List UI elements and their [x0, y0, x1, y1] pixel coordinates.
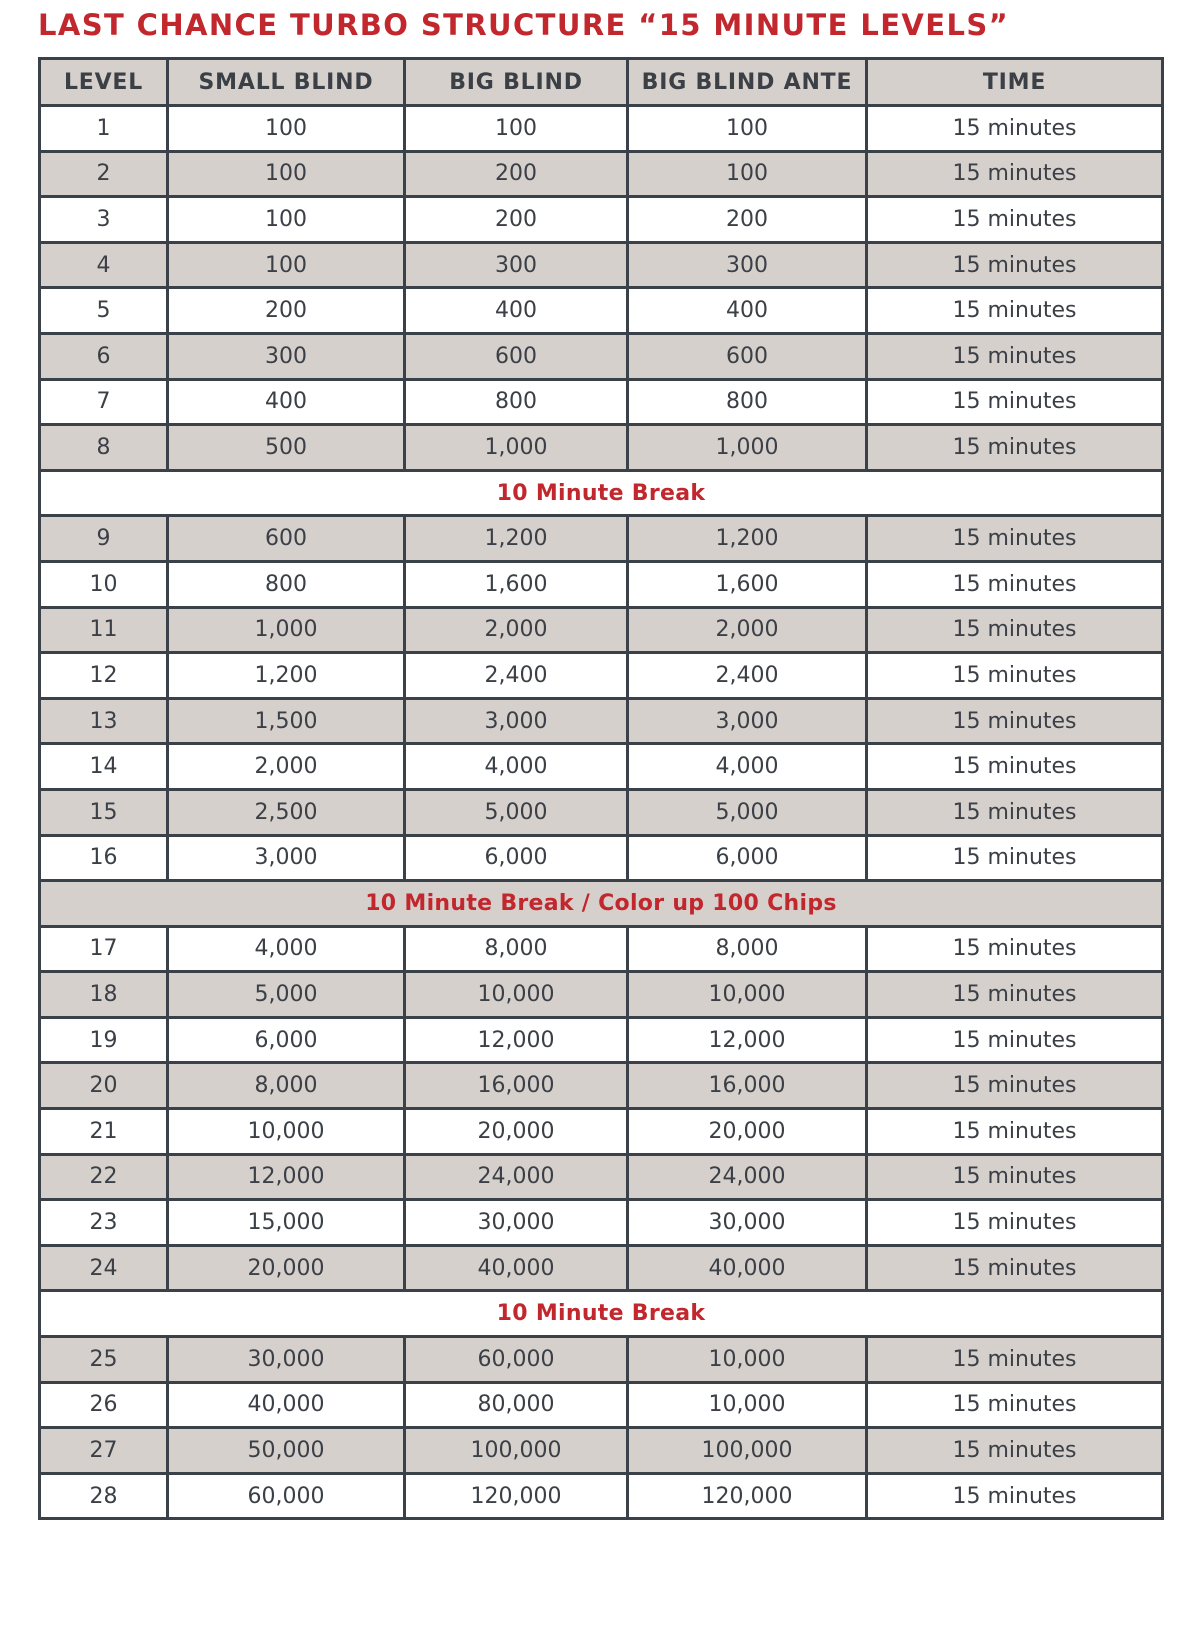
big-blind-cell: 1,000: [405, 425, 628, 471]
level-cell: 22: [40, 1154, 168, 1200]
big-blind-cell: 8,000: [405, 926, 628, 972]
time-cell: 15 minutes: [867, 516, 1163, 562]
level-cell: 5: [40, 288, 168, 334]
small-blind-cell: 4,000: [168, 926, 405, 972]
time-cell: 15 minutes: [867, 972, 1163, 1018]
big-blind-cell: 16,000: [405, 1063, 628, 1109]
ante-cell: 1,000: [628, 425, 867, 471]
small-blind-cell: 100: [168, 151, 405, 197]
table-row: [40, 1109, 1163, 1155]
ante-cell: 600: [628, 333, 867, 379]
header-row: [40, 59, 1163, 106]
header-big-blind: BIG BLIND: [405, 59, 628, 106]
level-cell: 1: [40, 106, 168, 152]
level-cell: 27: [40, 1428, 168, 1474]
ante-cell: 16,000: [628, 1063, 867, 1109]
small-blind-cell: 100: [168, 197, 405, 243]
big-blind-cell: 6,000: [405, 835, 628, 881]
big-blind-cell: 40,000: [405, 1245, 628, 1291]
table-row: [40, 835, 1163, 881]
ante-cell: 2,400: [628, 653, 867, 699]
small-blind-cell: 8,000: [168, 1063, 405, 1109]
ante-cell: 1,600: [628, 561, 867, 607]
break-row: [40, 881, 1163, 927]
ante-cell: 1,200: [628, 516, 867, 562]
big-blind-cell: 5,000: [405, 789, 628, 835]
small-blind-cell: 1,000: [168, 607, 405, 653]
table-row: [40, 926, 1163, 972]
small-blind-cell: 10,000: [168, 1109, 405, 1155]
big-blind-cell: 24,000: [405, 1154, 628, 1200]
table-row: [40, 106, 1163, 152]
big-blind-cell: 80,000: [405, 1382, 628, 1428]
ante-cell: 100: [628, 106, 867, 152]
table-body: [40, 106, 1163, 1519]
level-cell: 4: [40, 242, 168, 288]
time-cell: 15 minutes: [867, 242, 1163, 288]
big-blind-cell: 200: [405, 197, 628, 243]
table-row: [40, 1154, 1163, 1200]
level-cell: 14: [40, 744, 168, 790]
small-blind-cell: 3,000: [168, 835, 405, 881]
small-blind-cell: 1,500: [168, 698, 405, 744]
table-row: [40, 698, 1163, 744]
level-cell: 13: [40, 698, 168, 744]
big-blind-cell: 4,000: [405, 744, 628, 790]
level-cell: 19: [40, 1017, 168, 1063]
level-cell: 6: [40, 333, 168, 379]
small-blind-cell: 50,000: [168, 1428, 405, 1474]
blind-structure-table: [38, 57, 1164, 1520]
ante-cell: 300: [628, 242, 867, 288]
header-time: TIME: [867, 59, 1163, 106]
small-blind-cell: 800: [168, 561, 405, 607]
level-cell: 15: [40, 789, 168, 835]
time-cell: 15 minutes: [867, 333, 1163, 379]
break-label: 10 Minute Break / Color up 100 Chips: [40, 881, 1163, 927]
time-cell: 15 minutes: [867, 197, 1163, 243]
break-row: [40, 1291, 1163, 1337]
table-row: [40, 1337, 1163, 1383]
time-cell: 15 minutes: [867, 1245, 1163, 1291]
table-row: [40, 1017, 1163, 1063]
time-cell: 15 minutes: [867, 835, 1163, 881]
table-row: [40, 607, 1163, 653]
small-blind-cell: 300: [168, 333, 405, 379]
level-cell: 7: [40, 379, 168, 425]
table-row: [40, 1063, 1163, 1109]
ante-cell: 20,000: [628, 1109, 867, 1155]
small-blind-cell: 20,000: [168, 1245, 405, 1291]
ante-cell: 120,000: [628, 1473, 867, 1519]
ante-cell: 100: [628, 151, 867, 197]
big-blind-cell: 12,000: [405, 1017, 628, 1063]
big-blind-cell: 300: [405, 242, 628, 288]
ante-cell: 4,000: [628, 744, 867, 790]
time-cell: 15 minutes: [867, 1337, 1163, 1383]
time-cell: 15 minutes: [867, 1154, 1163, 1200]
time-cell: 15 minutes: [867, 1063, 1163, 1109]
time-cell: 15 minutes: [867, 106, 1163, 152]
level-cell: 8: [40, 425, 168, 471]
big-blind-cell: 2,400: [405, 653, 628, 699]
time-cell: 15 minutes: [867, 789, 1163, 835]
small-blind-cell: 12,000: [168, 1154, 405, 1200]
big-blind-cell: 30,000: [405, 1200, 628, 1246]
ante-cell: 10,000: [628, 1337, 867, 1383]
table-row: [40, 1428, 1163, 1474]
time-cell: 15 minutes: [867, 1428, 1163, 1474]
time-cell: 15 minutes: [867, 607, 1163, 653]
big-blind-cell: 1,200: [405, 516, 628, 562]
level-cell: 11: [40, 607, 168, 653]
ante-cell: 6,000: [628, 835, 867, 881]
table-row: [40, 1245, 1163, 1291]
level-cell: 17: [40, 926, 168, 972]
big-blind-cell: 20,000: [405, 1109, 628, 1155]
time-cell: 15 minutes: [867, 1382, 1163, 1428]
small-blind-cell: 100: [168, 106, 405, 152]
table-row: [40, 1200, 1163, 1246]
table-row: [40, 333, 1163, 379]
time-cell: 15 minutes: [867, 926, 1163, 972]
small-blind-cell: 600: [168, 516, 405, 562]
small-blind-cell: 15,000: [168, 1200, 405, 1246]
break-label: 10 Minute Break: [40, 1291, 1163, 1337]
level-cell: 23: [40, 1200, 168, 1246]
small-blind-cell: 200: [168, 288, 405, 334]
big-blind-cell: 60,000: [405, 1337, 628, 1383]
table-row: [40, 789, 1163, 835]
time-cell: 15 minutes: [867, 151, 1163, 197]
time-cell: 15 minutes: [867, 379, 1163, 425]
table-row: [40, 972, 1163, 1018]
ante-cell: 5,000: [628, 789, 867, 835]
time-cell: 15 minutes: [867, 425, 1163, 471]
ante-cell: 100,000: [628, 1428, 867, 1474]
table-row: [40, 425, 1163, 471]
table-row: [40, 1382, 1163, 1428]
small-blind-cell: 500: [168, 425, 405, 471]
level-cell: 10: [40, 561, 168, 607]
table-row: [40, 516, 1163, 562]
big-blind-cell: 10,000: [405, 972, 628, 1018]
level-cell: 2: [40, 151, 168, 197]
level-cell: 18: [40, 972, 168, 1018]
ante-cell: 24,000: [628, 1154, 867, 1200]
level-cell: 16: [40, 835, 168, 881]
big-blind-cell: 400: [405, 288, 628, 334]
level-cell: 9: [40, 516, 168, 562]
break-row: [40, 470, 1163, 516]
big-blind-cell: 3,000: [405, 698, 628, 744]
header-small-blind: SMALL BLIND: [168, 59, 405, 106]
small-blind-cell: 400: [168, 379, 405, 425]
big-blind-cell: 800: [405, 379, 628, 425]
table-row: [40, 744, 1163, 790]
header-big-blind-ante: BIG BLIND ANTE: [628, 59, 867, 106]
table-row: [40, 197, 1163, 243]
small-blind-cell: 2,000: [168, 744, 405, 790]
time-cell: 15 minutes: [867, 653, 1163, 699]
ante-cell: 40,000: [628, 1245, 867, 1291]
ante-cell: 2,000: [628, 607, 867, 653]
big-blind-cell: 200: [405, 151, 628, 197]
small-blind-cell: 6,000: [168, 1017, 405, 1063]
big-blind-cell: 100,000: [405, 1428, 628, 1474]
ante-cell: 12,000: [628, 1017, 867, 1063]
table-row: [40, 242, 1163, 288]
ante-cell: 8,000: [628, 926, 867, 972]
level-cell: 12: [40, 653, 168, 699]
ante-cell: 3,000: [628, 698, 867, 744]
ante-cell: 30,000: [628, 1200, 867, 1246]
table-row: [40, 1473, 1163, 1519]
small-blind-cell: 100: [168, 242, 405, 288]
time-cell: 15 minutes: [867, 288, 1163, 334]
ante-cell: 10,000: [628, 972, 867, 1018]
ante-cell: 400: [628, 288, 867, 334]
level-cell: 24: [40, 1245, 168, 1291]
level-cell: 26: [40, 1382, 168, 1428]
level-cell: 20: [40, 1063, 168, 1109]
page-title: LAST CHANCE TURBO STRUCTURE “15 MINUTE LEVELS”: [38, 8, 1010, 42]
level-cell: 3: [40, 197, 168, 243]
ante-cell: 10,000: [628, 1382, 867, 1428]
time-cell: 15 minutes: [867, 561, 1163, 607]
small-blind-cell: 60,000: [168, 1473, 405, 1519]
big-blind-cell: 2,000: [405, 607, 628, 653]
small-blind-cell: 2,500: [168, 789, 405, 835]
big-blind-cell: 1,600: [405, 561, 628, 607]
table-row: [40, 151, 1163, 197]
table-row: [40, 288, 1163, 334]
time-cell: 15 minutes: [867, 698, 1163, 744]
time-cell: 15 minutes: [867, 1473, 1163, 1519]
level-cell: 25: [40, 1337, 168, 1383]
break-label: 10 Minute Break: [40, 470, 1163, 516]
big-blind-cell: 120,000: [405, 1473, 628, 1519]
small-blind-cell: 1,200: [168, 653, 405, 699]
big-blind-cell: 100: [405, 106, 628, 152]
table-row: [40, 379, 1163, 425]
small-blind-cell: 30,000: [168, 1337, 405, 1383]
time-cell: 15 minutes: [867, 1017, 1163, 1063]
time-cell: 15 minutes: [867, 1109, 1163, 1155]
header-level: LEVEL: [40, 59, 168, 106]
time-cell: 15 minutes: [867, 1200, 1163, 1246]
big-blind-cell: 600: [405, 333, 628, 379]
small-blind-cell: 5,000: [168, 972, 405, 1018]
table-row: [40, 653, 1163, 699]
time-cell: 15 minutes: [867, 744, 1163, 790]
ante-cell: 800: [628, 379, 867, 425]
ante-cell: 200: [628, 197, 867, 243]
table-row: [40, 561, 1163, 607]
level-cell: 28: [40, 1473, 168, 1519]
small-blind-cell: 40,000: [168, 1382, 405, 1428]
level-cell: 21: [40, 1109, 168, 1155]
